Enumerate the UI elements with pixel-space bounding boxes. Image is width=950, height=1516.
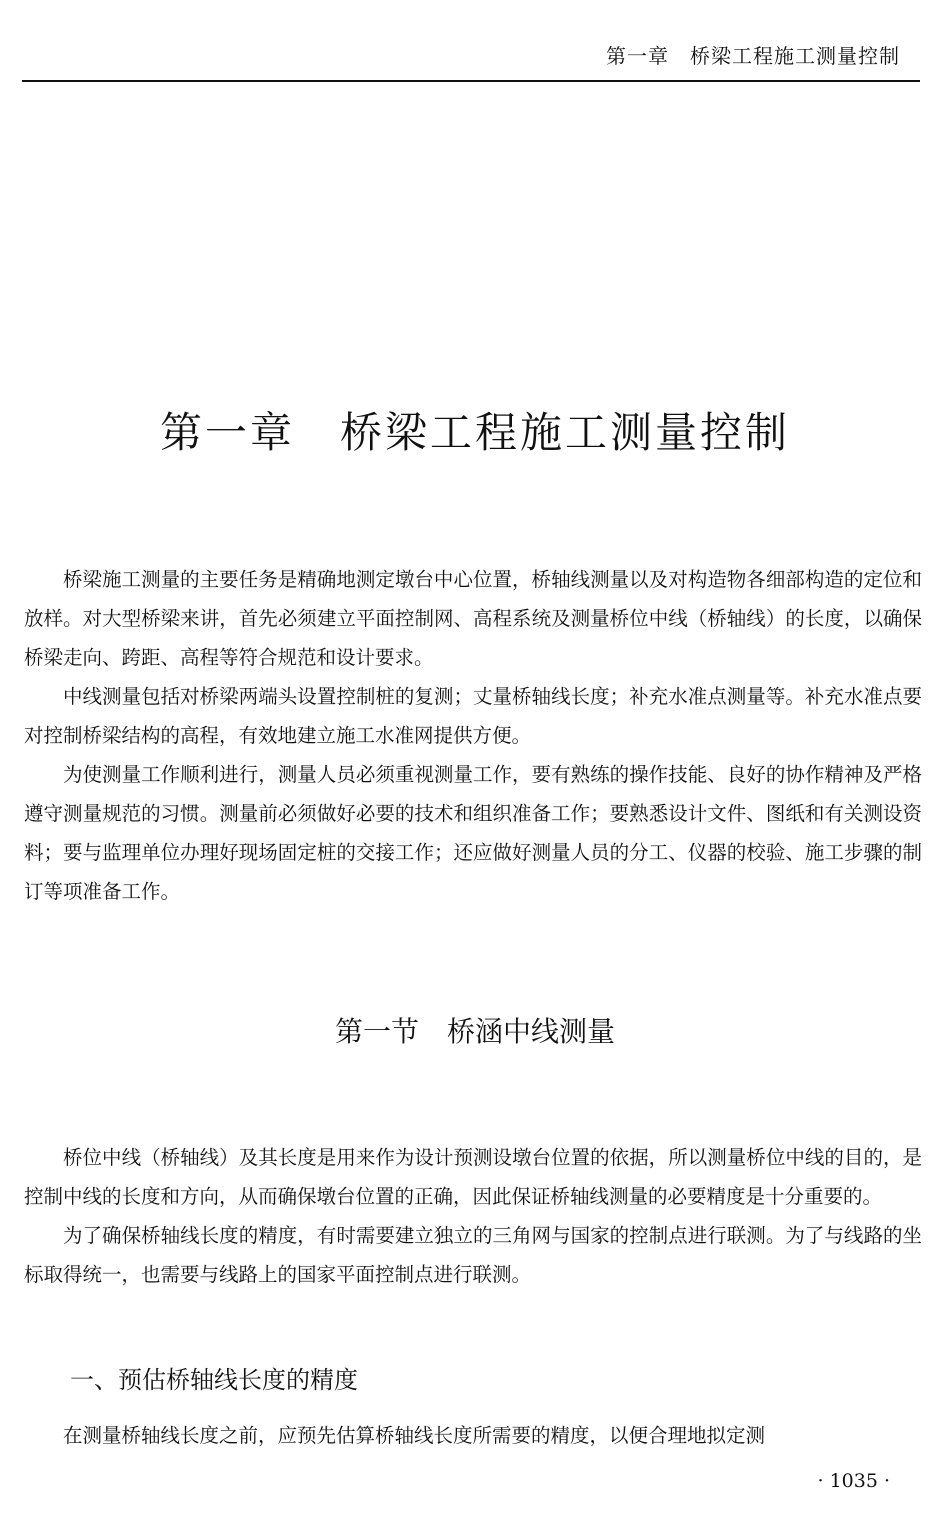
running-header: 第一章 桥梁工程施工测量控制 — [606, 44, 900, 68]
intro-paragraph-3: 为使测量工作顺利进行，测量人员必须重视测量工作，要有熟练的操作技能、良好的协作精神及严格遵守测量规范的习惯。测量前必须做好必要的技术和组织准备工作；要熟悉设计文件、图纸和有关测设资料；要与监理单位办理好现场固定桩的交接工作；还应做好测量人员的分工、仪器的校验、施工步骤的制订等项准备工作。 — [24, 763, 922, 903]
section-paragraph-2: 为了确保桥轴线长度的精度，有时需要建立独立的三角网与国家的控制点进行联测。为了与线路的坐标取得统一，也需要与线路上的国家平面控制点进行联测。 — [24, 1224, 922, 1286]
subsection-title: 一、预估桥轴线长度的精度 — [70, 1366, 358, 1394]
intro-paragraph-2: 中线测量包括对桥梁两端头设置控制桩的复测；丈量桥轴线长度；补充水准点测量等。补充水准点要对控制桥梁结构的高程，有效地建立施工水准网提供方便。 — [24, 685, 922, 747]
section-text — [24, 1138, 922, 1294]
header-rule — [22, 80, 920, 82]
intro-paragraph-1: 桥梁施工测量的主要任务是精确地测定墩台中心位置，桥轴线测量以及对构造物各细部构造的定位和放样。对大型桥梁来讲，首先必须建立平面控制网、高程系统及测量桥位中线（桥轴线）的长度，以确保桥梁走向、跨距、高程等符合规范和设计要求。 — [24, 568, 922, 669]
subsection-text — [24, 1416, 922, 1455]
page-number: · 1035 · — [817, 1470, 890, 1492]
section-title: 第一节 桥涵中线测量 — [334, 1015, 615, 1048]
subsection-paragraph-1: 在测量桥轴线长度之前，应预先估算桥轴线长度所需要的精度，以便合理地拟定测 — [63, 1424, 766, 1447]
section-paragraph-1: 桥位中线（桥轴线）及其长度是用来作为设计预测设墩台位置的依据，所以测量桥位中线的目的，是控制中线的长度和方向，从而确保墩台位置的正确，因此保证桥轴线测量的必要精度是十分重要的。 — [24, 1146, 922, 1208]
chapter-title: 第一章 桥梁工程施工测量控制 — [159, 408, 790, 457]
intro-text — [24, 560, 922, 911]
